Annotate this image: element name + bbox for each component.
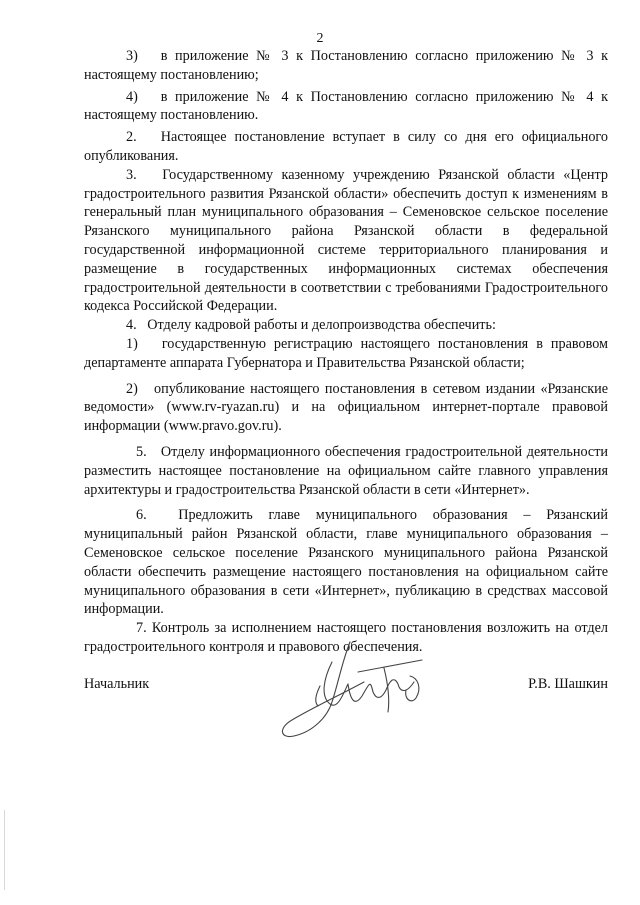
paragraph-clause-5: 5. Отделу информационного обеспечения градостроительной деятельности разместить настоящее постановление на официальном сайте главного управления архитектуры и градостроительства Рязанской области в сети «Интернет». xyxy=(84,443,608,498)
paragraph-item-3: 3) в приложение № 3 к Постановлению согласно приложению № 3 к настоящему постановлению; xyxy=(84,48,608,83)
page-number: 2 xyxy=(316,31,324,46)
paragraph-item-4: 4) в приложение № 4 к Постановлению согласно приложению № 4 к настоящему постановлению. xyxy=(84,88,608,124)
paragraph-clause-4-2: 2) опубликование настоящего постановления в сетевом издании «Рязанские ведомости» (www.rv-ryazan.ru) и на официальном интернет-портале правовой информации (www.pravo.gov.ru). xyxy=(84,380,608,435)
paragraph-clause-7: 7. Контроль за исполнением настоящего постановления возложить на отдел градостроительного контроля и правового обеспечения. xyxy=(84,620,608,655)
signatory-name: Р.В. Шашкин xyxy=(528,676,608,692)
paragraph-clause-2: 2. Настоящее постановление вступает в силу со дня его официального опубликования. xyxy=(84,129,608,164)
handwritten-signature xyxy=(272,632,442,747)
document-body xyxy=(84,47,608,657)
paragraph-clause-3: 3. Государственному казенному учреждению Рязанской области «Центр градостроительного развития Рязанской области» обеспечить доступ к изменениям в генеральный план муниципального образования – Семеновское сельское поселение Рязанского муниципального района Рязанской области в федеральной государственной информационной системе территориального планирования и размещение в государственных информационных системах обеспечения градостроительной деятельности в соответствии с требованиями Градостроительного кодекса Российской Федерации. xyxy=(84,166,608,315)
signatory-title: Начальник xyxy=(84,676,150,692)
scan-edge-line xyxy=(4,810,5,890)
paragraph-clause-4-1: 1) государственную регистрацию настоящего постановления в правовом департаменте аппарата Губернатора и Правительства Рязанской области; xyxy=(84,335,608,371)
paragraph-clause-4: 4. Отделу кадровой работы и делопроизводства обеспечить: xyxy=(126,317,496,334)
paragraph-clause-6: 6. Предложить главе муниципального образования – Рязанский муниципальный район Рязанской области, главе муниципального образования – Семеновское сельское поселение Рязанского муниципального района Рязанской области обеспечить размещение настоящего постановления на официальном сайте муниципального образования в сети «Интернет», публикацию в средствах массовой информации. xyxy=(84,507,608,618)
